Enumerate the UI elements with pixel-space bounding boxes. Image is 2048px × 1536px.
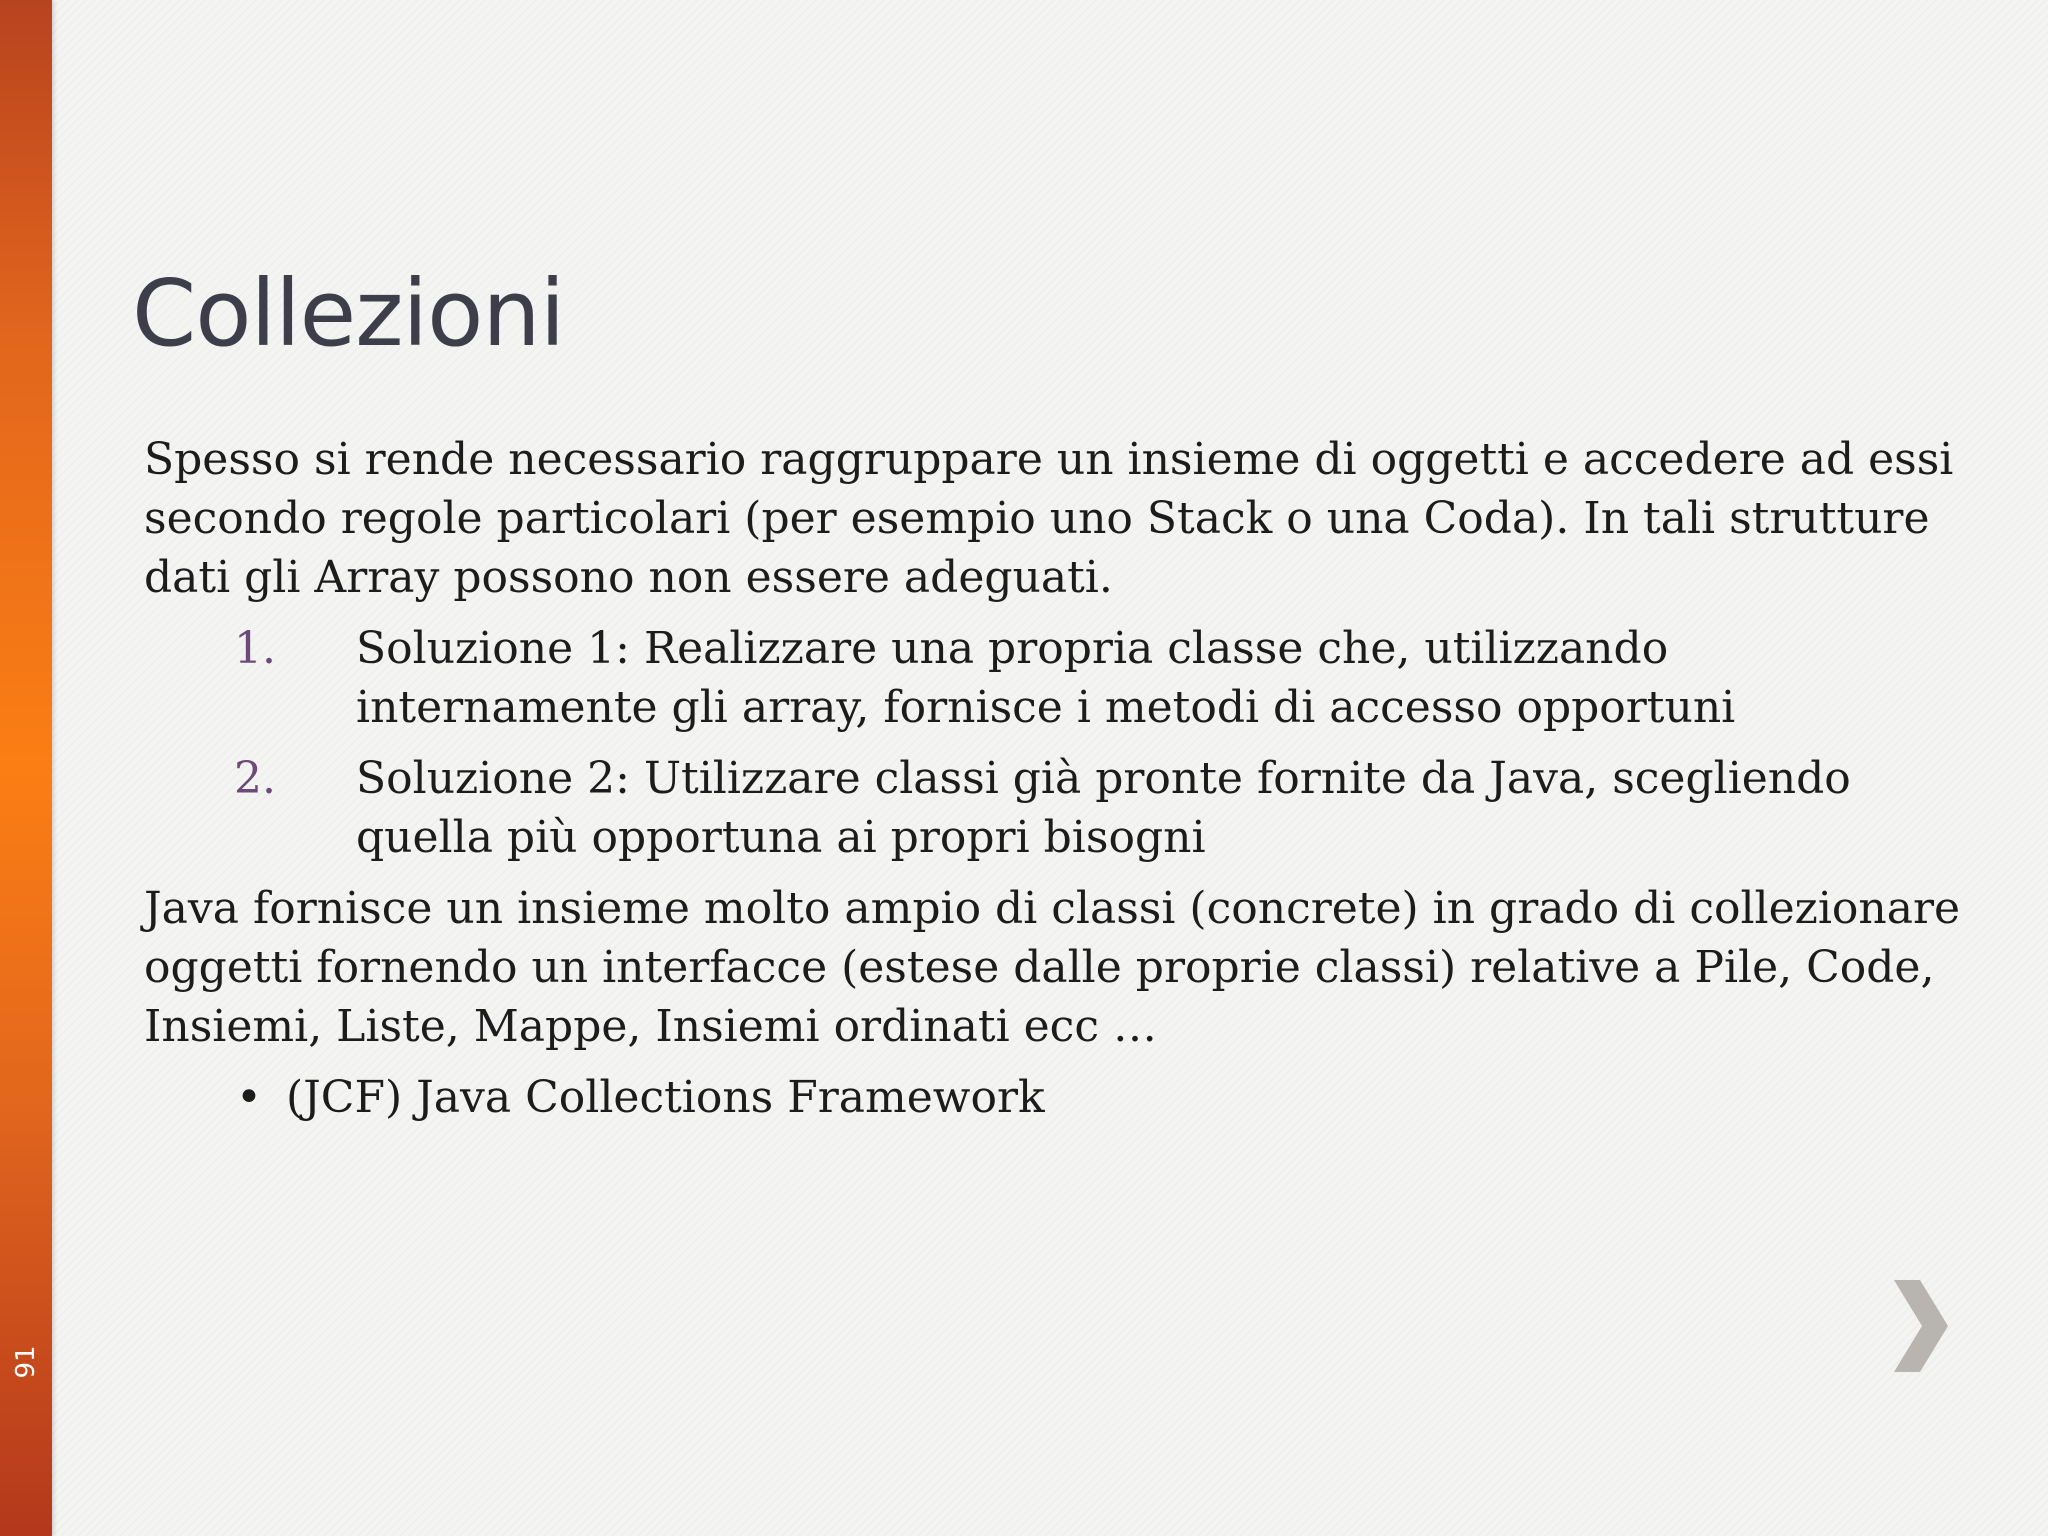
slide-title: Collezioni xyxy=(132,260,565,367)
side-accent-bar xyxy=(0,0,52,1536)
bullet-item-text: (JCF) Java Collections Framework xyxy=(286,1072,1045,1123)
slide-body xyxy=(144,430,1964,1127)
numbered-item-text: Soluzione 2: Utilizzare classi già pronte fornite da Java, scegliendo quella più opportuna ai propri bisogni xyxy=(356,753,1851,863)
bullet-item xyxy=(144,1068,1964,1127)
slide-number: 91 xyxy=(11,1345,41,1379)
intro-paragraph: Spesso si rende necessario raggruppare un insieme di oggetti e accedere ad essi secondo regole particolari (per esempio uno Stack o una Coda). In tali strutture dati gli Array possono non essere adeguati. xyxy=(144,434,1954,603)
numbered-item-text: Soluzione 1: Realizzare una propria classe che, utilizzando internamente gli array, fornisce i metodi di accesso opportuni xyxy=(356,623,1736,733)
numbered-item-2 xyxy=(144,749,1964,867)
numbered-marker: 2. xyxy=(234,753,276,804)
numbered-marker: 1. xyxy=(234,623,276,674)
chevron-right-icon[interactable] xyxy=(1890,1276,1950,1376)
bullet-marker: • xyxy=(236,1072,262,1123)
numbered-item-1 xyxy=(144,619,1964,737)
java-paragraph: Java fornisce un insieme molto ampio di classi (concrete) in grado di collezionare oggetti fornendo un interfacce (estese dalle proprie classi) relative a Pile, Code, Insiemi, Liste, Mappe, Insiemi ordinati ecc … xyxy=(144,883,1961,1052)
